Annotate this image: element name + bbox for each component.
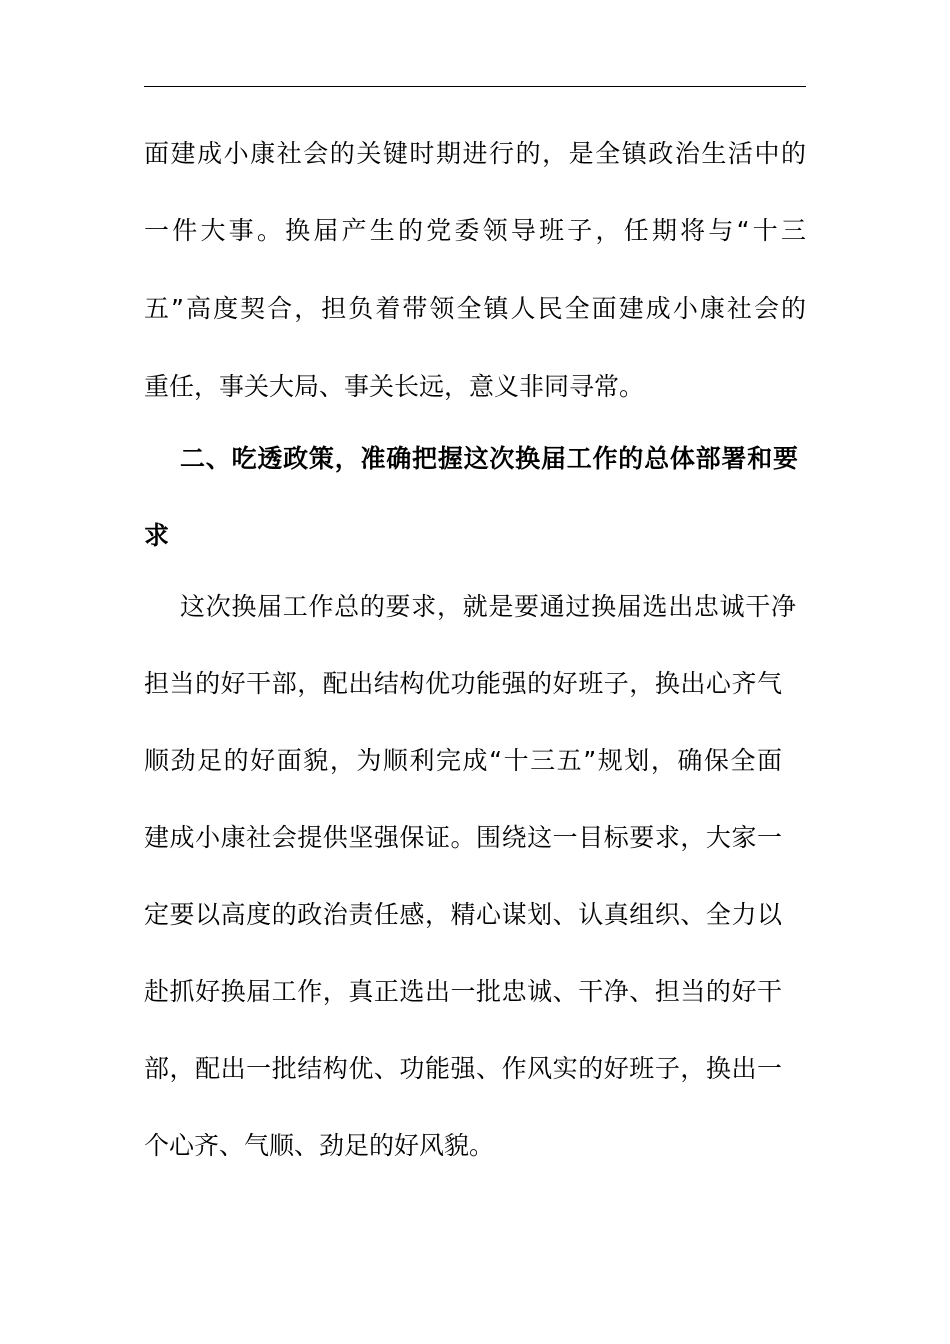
paragraph-line: 建成小康社会提供坚强保证。围绕这一目标要求，大家一 [144,823,782,852]
paragraph-line: 这次换届工作总的要求，就是要通过换届选出忠诚干净 [180,592,796,621]
header-rule [144,86,806,87]
section-heading-line: 二、吃透政策，准确把握这次换届工作的总体部署和要 [180,444,798,473]
paragraph-line: 赴抓好换届工作，真正选出一批忠诚、干净、担当的好干 [144,977,782,1006]
paragraph-line: 一件大事。换届产生的党委领导班子，任期将与“十三 [144,216,806,245]
paragraph-line: 重任，事关大局、事关长远，意义非同寻常。 [144,372,645,401]
paragraph-line: 五”高度契合，担负着带领全镇人民全面建成小康社会的 [144,294,806,323]
paragraph-line: 个心齐、气顺、劲足的好风貌。 [144,1131,495,1160]
paragraph-line: 面建成小康社会的关键时期进行的，是全镇政治生活中的 [144,139,806,168]
paragraph-line: 部，配出一批结构优、功能强、作风实的好班子，换出一 [144,1054,782,1083]
paragraph-line: 定要以高度的政治责任感，精心谋划、认真组织、全力以 [144,900,782,929]
paragraph-line: 担当的好干部，配出结构优功能强的好班子，换出心齐气 [144,669,782,698]
paragraph-line: 顺劲足的好面貌，为顺利完成“十三五”规划，确保全面 [144,746,782,775]
section-heading-line: 求 [144,521,170,550]
